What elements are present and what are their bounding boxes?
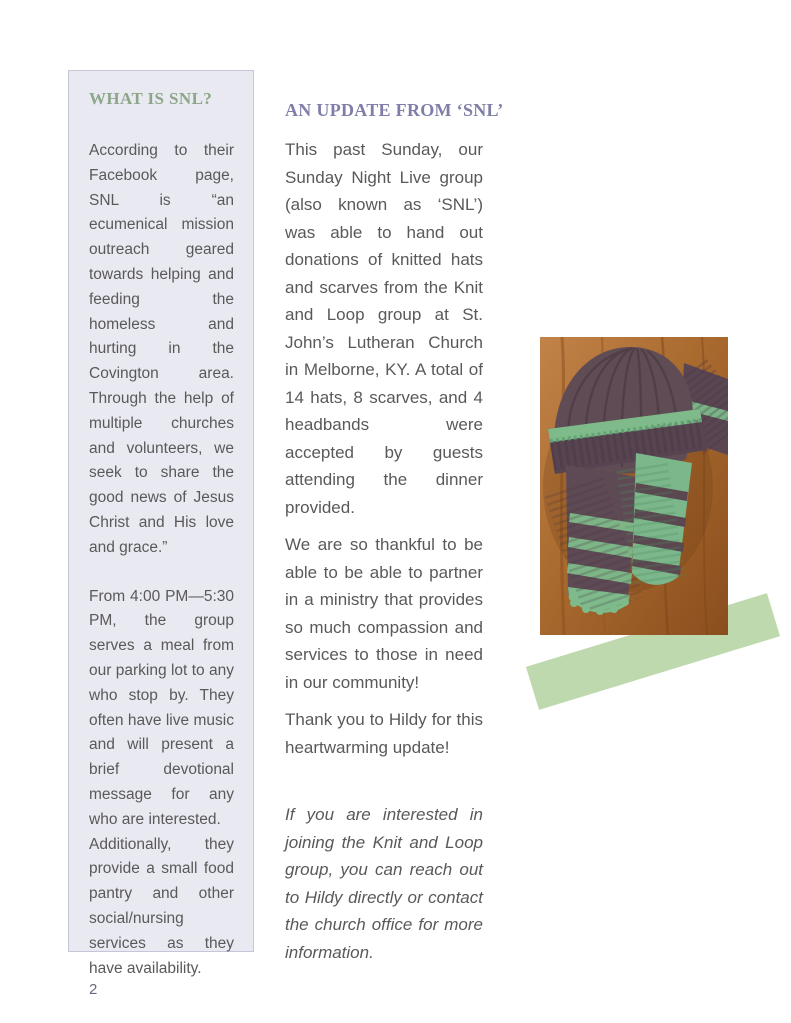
sidebar-heading: WHAT IS SNL? bbox=[89, 89, 213, 108]
page-number: 2 bbox=[89, 981, 98, 999]
article-heading: AN UPDATE FROM ‘SNL’ bbox=[285, 100, 504, 120]
sidebar-paragraph: According to their Facebook page, SNL is “an ecumenical mission outreach geared towards helping and feeding the homeless and hurting in the Covington area. Through the help of multiple churches and volunteers, we seek to share the good news of Jesus Christ and His love and grace.” bbox=[89, 142, 234, 556]
sidebar-paragraph: From 4:00 PM—5:30 PM, the group serves a meal from our parking lot to any who stop by. They often have live music and will present a brief devotional message for any who are interested. bbox=[89, 587, 234, 828]
article-paragraph: We are so thankful to be able to be able to partner in a ministry that provides so much compassion and services to those in need in our community! bbox=[285, 535, 483, 692]
knitted-hat-scarf-photo bbox=[540, 337, 728, 635]
italic-contact-note: If you are interested in joining the Knit and Loop group, you can reach out to Hildy directly or contact the church office for more information. bbox=[285, 805, 483, 962]
article-update-from-snl bbox=[285, 100, 504, 966]
sidebar-paragraph: Additionally, they provide a small food pantry and other social/nursing services as they have availability. bbox=[89, 835, 234, 977]
sidebar-what-is-snl bbox=[68, 70, 254, 999]
scarf-left-tail bbox=[566, 465, 638, 615]
knitted-hat-scarf-illustration bbox=[540, 337, 728, 635]
article-paragraph: Thank you to Hildy for this heartwarming update! bbox=[285, 710, 483, 757]
article-paragraph: This past Sunday, our Sunday Night Live group (also known as ‘SNL’) was able to hand out donations of knitted hats and scarves from the Knit and Loop group at St. John’s Lutheran Church in Melborne, KY. A total of 14 hats, 8 scarves, and 4 headbands were accepted by guests attending the dinner provided. bbox=[285, 140, 483, 517]
